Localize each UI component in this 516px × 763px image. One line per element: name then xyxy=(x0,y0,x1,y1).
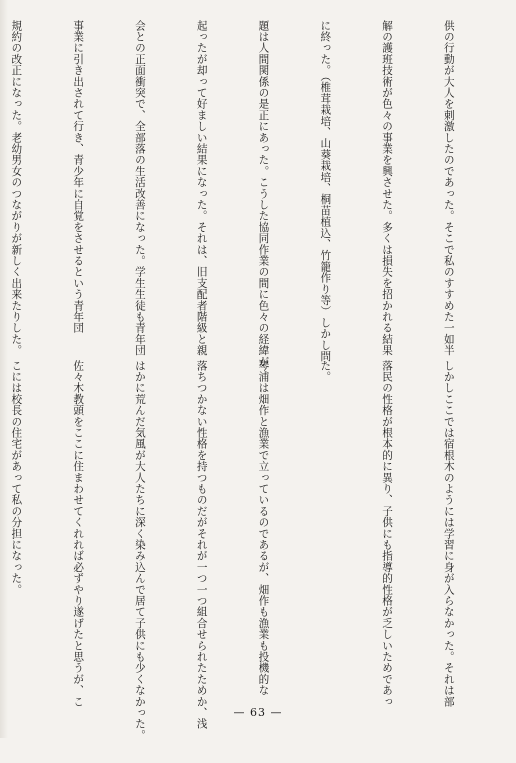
page-number: — 63 — xyxy=(233,706,283,719)
text-column: 題は人間関係の是正にあった。こうした協同作業の間に色々の経緯が xyxy=(257,20,270,368)
text-column: はかに荒んだ気風が大人たちに深く染み込んで居て子供にも少くなかった。 xyxy=(133,360,146,741)
text-column: 解の護班技術が色々の事業を興させた。多くは損失を招かれる結果 xyxy=(381,20,394,356)
text-column: た。 xyxy=(319,360,332,383)
upper-text-block xyxy=(10,20,500,368)
text-column: 佐々木教頭をここに住まわせてくれれば必ずやり遂げたと思うが、こ xyxy=(72,360,85,708)
text-column: 供の行動が大人を刺激したのであった。そこで私のすすめた一如半 xyxy=(442,20,455,356)
text-column: こには校長の住宅があって私の分担になった。 xyxy=(10,360,23,596)
text-column: 規約の改正になった。老幼男女のつながりが新しく出来たりした。 xyxy=(10,20,23,356)
text-column: 琴浦は畑作と漁業で立っているのであるが、畑作も漁業も投機的な xyxy=(257,360,270,696)
text-column: 落民の性格が根本的に異り、子供にも指導的性格が乏しいためであっ xyxy=(381,360,394,708)
text-column: 事業に引き出されて行き、青少年に自覚をさせるという青年団 xyxy=(72,20,85,334)
text-column: しかしここでは宿根木のようには学習に身が入らなかった。それは部 xyxy=(442,360,455,708)
text-column: に終った。（椎茸栽培、山葵栽培、桐苗植込、竹籠作り等）しかし問 xyxy=(319,20,332,362)
text-column: 落ちつかない性格を持つものだがそれが一つ一つ組合せられたためか、浅 xyxy=(195,360,208,730)
text-column: 会との正面衝突で、全部落の生活改善になった。学生生徒も青年団 xyxy=(133,20,146,356)
text-column: 起ったが却って好ましい結果になった。それは、旧支配者階級と親 xyxy=(195,20,208,356)
